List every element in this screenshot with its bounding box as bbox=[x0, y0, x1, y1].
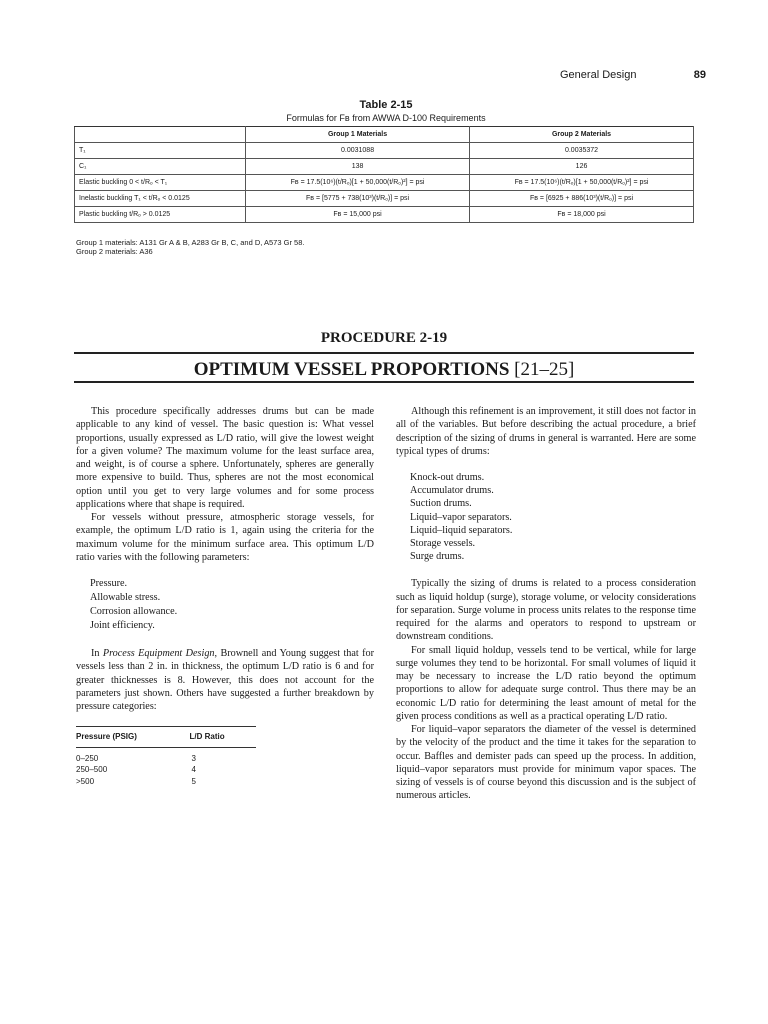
paragraph: Although this refinement is an improvement, it still does not factor in all of the variables. But before describing the actual procedure, a brief description of the sizing of drums in general is warranted. Here are some typical types of drums: bbox=[396, 406, 696, 457]
table-header-cell: Group 2 Materials bbox=[470, 127, 694, 143]
paragraph: For small liquid holdup, vessels tend to be vertical, while for large surge volumes they tend to be horizontal. For small volumes of liquid it may be necessary to increase the L/D ratio beyond the optimum proportions to allow for adequate surge control. Thus there may be an economic L/D ratio for determining the least amount of metal for the given process conditions as well as a practical operating L/D ratio. bbox=[396, 644, 696, 722]
left-column bbox=[76, 405, 374, 787]
table-cell: 250–500 bbox=[76, 765, 108, 774]
table-row bbox=[76, 747, 256, 764]
table-row bbox=[76, 776, 256, 788]
table-caption bbox=[74, 99, 698, 124]
section-title: General Design bbox=[560, 69, 637, 81]
table-header-cell: L/D Ratio bbox=[178, 727, 257, 747]
table-row bbox=[76, 764, 256, 776]
parameter-list bbox=[76, 577, 374, 633]
page-number: 89 bbox=[693, 69, 706, 81]
list-item: Knock-out drums. bbox=[410, 472, 485, 483]
list-item: Pressure. bbox=[90, 578, 128, 589]
list-item: Liquid–vapor separators. bbox=[410, 511, 512, 523]
table-row bbox=[75, 143, 694, 159]
pressure-ratio-table bbox=[76, 726, 256, 787]
table-notes bbox=[76, 238, 304, 256]
procedure-title-text: OPTIMUM VESSEL PROPORTIONS bbox=[193, 359, 510, 380]
table-cell: Elastic buckling 0 < t/Rₒ < T₁ bbox=[75, 175, 246, 191]
table-cell: Inelastic buckling T₁ < t/Rₒ < 0.0125 bbox=[75, 191, 246, 207]
table-cell: >500 bbox=[76, 776, 95, 786]
paragraph: Typically the sizing of drums is related to a process consideration such as liquid holdup (surge), storage volume, or velocity considerations for separation. Surge volume in process units relates to the response time required for the alarms and operators to respond to upstream or downstream conditions. bbox=[396, 578, 696, 643]
list-item: Surge drums. bbox=[410, 551, 465, 563]
table-title: Formulas for Fʙ from AWWA D-100 Requirements bbox=[286, 113, 486, 123]
awwa-formula-table bbox=[74, 126, 694, 223]
list-item: Liquid–liquid separators. bbox=[410, 524, 513, 536]
procedure-label: PROCEDURE 2-19 bbox=[320, 330, 448, 346]
table-cell: 126 bbox=[470, 159, 694, 175]
table-cell: Fʙ = 17.5(10⁶)(t/Rₒ)[1 + 50,000(t/Rₒ)²] = psi bbox=[246, 175, 470, 191]
table-header-cell: Pressure (PSIG) bbox=[76, 727, 178, 747]
drum-types-list bbox=[396, 471, 696, 563]
right-column bbox=[396, 405, 696, 803]
table-cell: 0.0031088 bbox=[246, 143, 470, 159]
table-cell: 3 bbox=[191, 753, 196, 763]
table-cell: 0.0035372 bbox=[470, 143, 694, 159]
procedure-title bbox=[74, 359, 694, 381]
list-item: Suction drums. bbox=[410, 498, 472, 510]
table-cell: Fʙ = 18,000 psi bbox=[470, 207, 694, 223]
table-cell: 5 bbox=[191, 776, 196, 786]
procedure-references: [21–25] bbox=[514, 359, 575, 380]
table-row bbox=[75, 191, 694, 207]
list-item: Corrosion allowance. bbox=[90, 606, 178, 617]
table-row bbox=[75, 207, 694, 223]
table-cell: Fʙ = 15,000 psi bbox=[246, 207, 470, 223]
table-cell: T₁ bbox=[75, 143, 246, 159]
heading-rule-bottom bbox=[74, 381, 694, 383]
list-item: Storage vessels. bbox=[410, 538, 476, 550]
book-title: Process Equipment Design bbox=[102, 648, 215, 659]
paragraph: This procedure specifically addresses drums but can be made applicable to any kind of vessel. The basic question is: What vessel proportions, usually expressed as L/D ratio, will give the lowest weight for a given volume? The maximum volume for the least surface area, and weight, is of course a sphere. Unfortunately, spheres are generally more expensive to build. Thus, spheres are not the most economical option until you get to very large volumes and for some process applications where that shape is required. bbox=[76, 406, 374, 510]
text-span: In bbox=[91, 648, 103, 659]
table-cell: Fʙ = 17.5(10⁶)(t/Rₒ)[1 + 50,000(t/Rₒ)²] = psi bbox=[470, 175, 694, 191]
table-cell: Fʙ = [5775 + 738(10³)(t/Rₒ)] = psi bbox=[246, 191, 470, 207]
list-item: Accumulator drums. bbox=[410, 485, 494, 497]
table-cell: 138 bbox=[246, 159, 470, 175]
table-header-cell: Group 1 Materials bbox=[246, 127, 470, 143]
table-header-row bbox=[75, 127, 694, 143]
paragraph bbox=[76, 647, 374, 713]
table-note: Group 2 materials: A36 bbox=[76, 247, 153, 256]
table-row bbox=[75, 159, 694, 175]
table-cell: Plastic buckling t/Rₒ > 0.0125 bbox=[75, 207, 246, 223]
table-cell: C₁ bbox=[75, 159, 246, 175]
table-cell: 0–250 bbox=[76, 753, 99, 763]
table-row bbox=[75, 175, 694, 191]
list-item: Allowable stress. bbox=[90, 592, 161, 603]
table-header-row bbox=[76, 727, 256, 747]
text-span: , Brownell and Young suggest that for vessels less than 2 in. in thickness, the optimum L/D ratio is 6 and for greater thicknesses is 8. However, this does not account for the parameters just shown. Others have suggested a further breakdown by pressure categories: bbox=[76, 648, 374, 712]
table-cell: 4 bbox=[191, 765, 196, 774]
paragraph: For liquid–vapor separators the diameter of the vessel is determined by the velocity of the product and the time it takes for the separation to occur. Baffles and demister pads can speed up the process. In addition, liquid–vapor separators must provide for minimum vapor spaces. The sizing of vessels is of course beyond this discussion and is the subject of numerous articles. bbox=[396, 724, 696, 802]
running-header bbox=[560, 69, 706, 81]
heading-rule-top bbox=[74, 352, 694, 354]
list-item: Joint efficiency. bbox=[90, 620, 155, 631]
paragraph: For vessels without pressure, atmospheric storage vessels, for example, the optimum L/D ratio is 1, again using the criteria for the maximum volume for the minimum surface area. This optimum L/D ratio varies with the following parameters: bbox=[76, 512, 374, 563]
table-note: Group 1 materials: A131 Gr A & B, A283 Gr B, C, and D, A573 Gr 58. bbox=[76, 238, 305, 247]
table-cell: Fʙ = [6925 + 886(10³)(t/Rₒ)] = psi bbox=[470, 191, 694, 207]
table-number: Table 2-15 bbox=[359, 99, 413, 111]
table-header-cell bbox=[75, 127, 246, 143]
